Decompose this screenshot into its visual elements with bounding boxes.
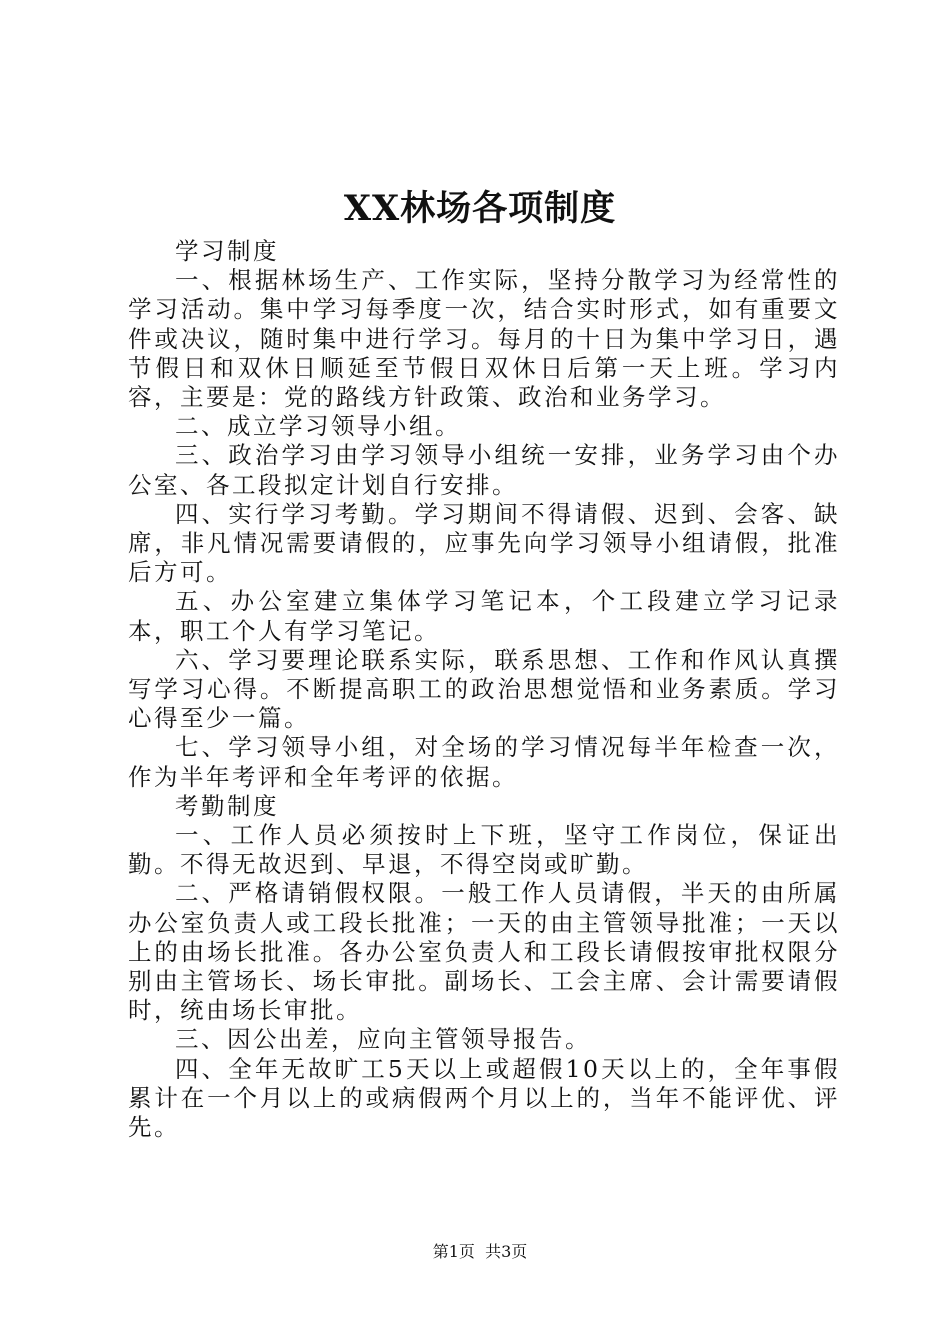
paragraph: 四、实行学习考勤。学习期间不得请假、迟到、会客、缺席，非凡情况需要请假的，应事先向学习领导小组请假，批准后方可。 xyxy=(128,499,840,587)
page-footer xyxy=(0,1240,950,1264)
section-heading-study: 学习制度 xyxy=(175,237,279,265)
paragraph: 七、学习领导小组，对全场的学习情况每半年检查一次，作为半年考评和全年考评的依据。 xyxy=(128,733,840,791)
paragraph: 三、政治学习由学习领导小组统一安排，业务学习由个办公室、各工段拟定计划自行安排。 xyxy=(128,441,840,499)
paragraph: 五、办公室建立集体学习笔记本，个工段建立学习记录本，职工个人有学习笔记。 xyxy=(128,587,840,645)
paragraph: 一、工作人员必须按时上下班，坚守工作岗位，保证出勤。不得无故迟到、早退，不得空岗或旷勤。 xyxy=(128,821,840,879)
paragraph: 一、根据林场生产、工作实际，坚持分散学习为经常性的学习活动。集中学习每季度一次，结合实时形式，如有重要文件或决议，随时集中进行学习。每月的十日为集中学习日，遇节假日和双休日顺延至节假日双休日后第一天上班。学习内容，主要是：党的路线方针政策、政治和业务学习。 xyxy=(128,266,840,412)
page-total: 共3页 xyxy=(485,1242,528,1261)
document-title: XX林场各项制度 xyxy=(343,188,617,229)
paragraph: 二、严格请销假权限。一般工作人员请假，半天的由所属办公室负责人或工段长批准；一天的由主管领导批准；一天以上的由场长批准。各办公室负责人和工段长请假按审批权限分别由主管场长、场长审批。副场长、工会主席、会计需要请假时，统由场长审批。 xyxy=(128,879,840,1025)
paragraph: 四、全年无故旷工5天以上或超假10天以上的，全年事假累计在一个月以上的或病假两个月以上的，当年不能评优、评先。 xyxy=(128,1054,840,1142)
section-heading-attendance: 考勤制度 xyxy=(175,791,279,820)
paragraph: 六、学习要理论联系实际，联系思想、工作和作风认真撰写学习心得。不断提高职工的政治思想觉悟和业务素质。学习心得至少一篇。 xyxy=(128,645,840,733)
paragraph: 三、因公出差，应向主管领导报告。 xyxy=(175,1025,591,1054)
document-body xyxy=(128,237,840,1142)
paragraph: 二、成立学习领导小组。 xyxy=(175,412,461,441)
page-number: 第1页 xyxy=(432,1242,475,1261)
